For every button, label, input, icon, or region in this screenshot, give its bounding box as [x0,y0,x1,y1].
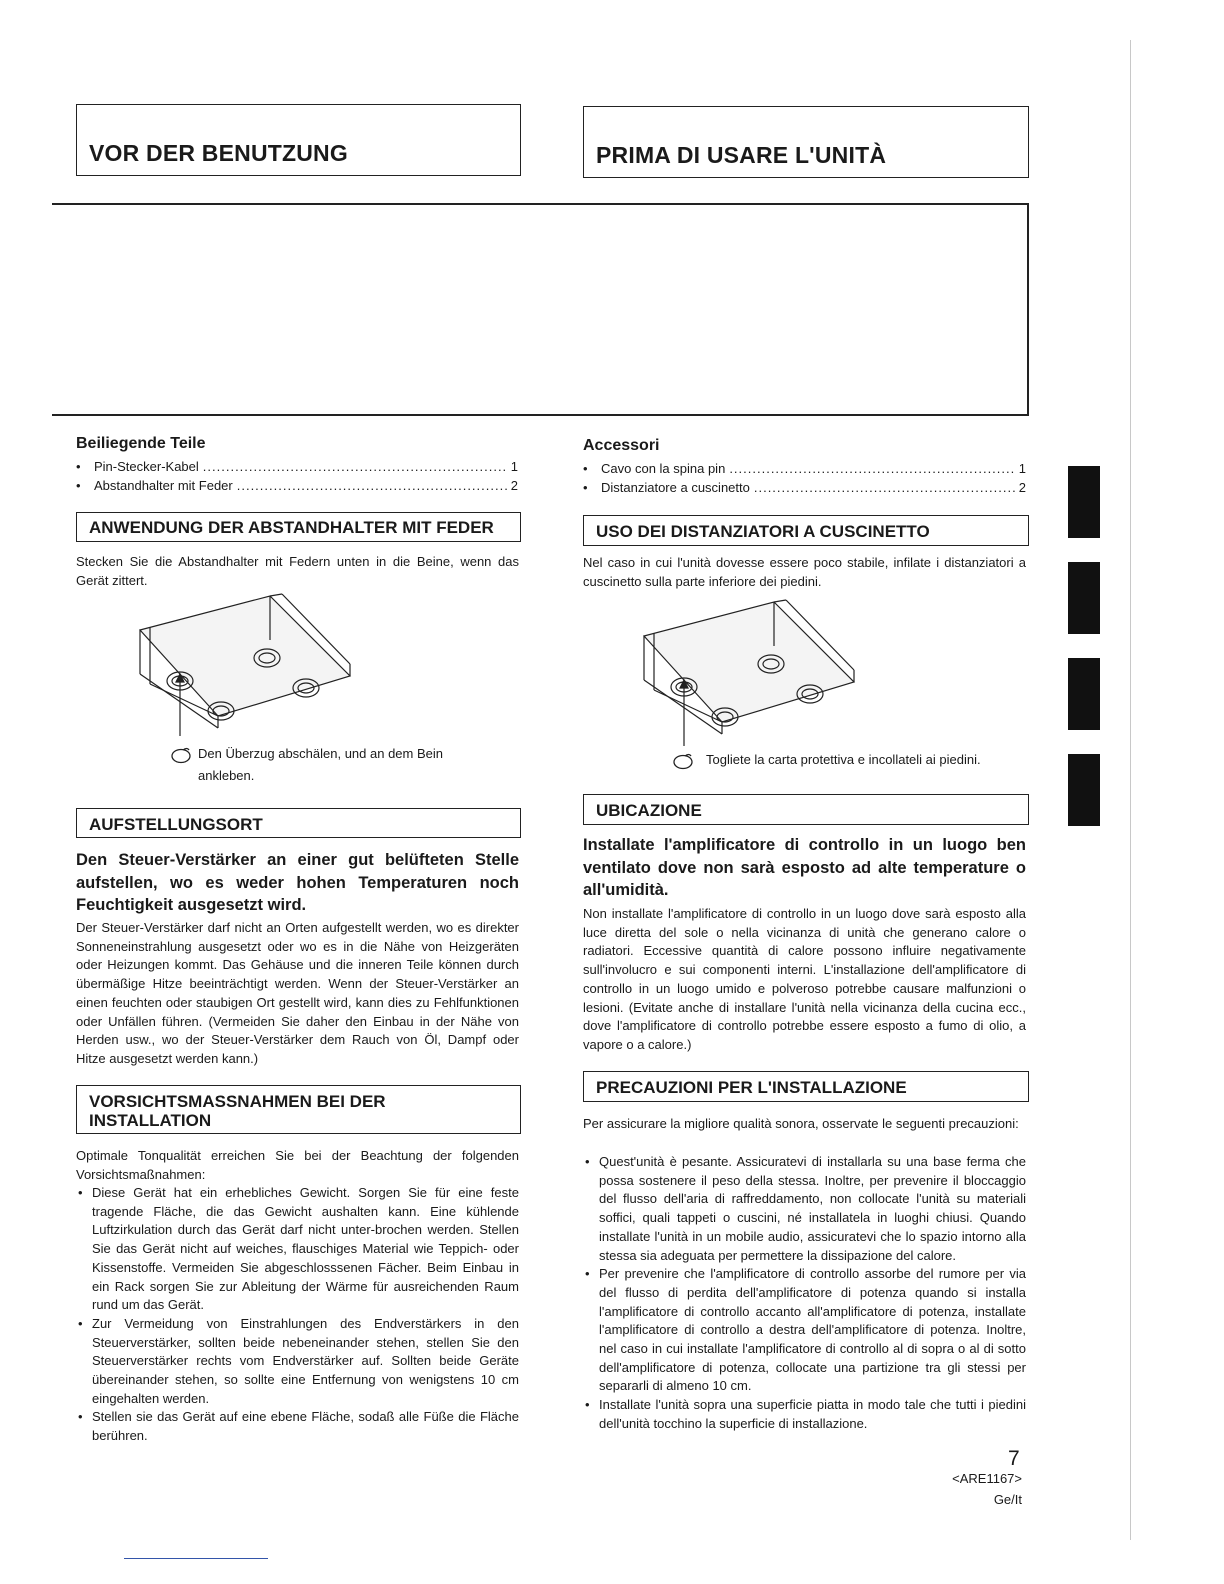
margin-tab-1 [1068,466,1100,538]
spacer-caption-right: Togliete la carta protettiva e incollateli ai piedini. [706,752,981,767]
location-lead-left: Den Steuer-Verstärker an einer gut belüfteten Stelle aufstellen, wo es weder hohen Temperaturen noch Feuchtigkeit ausgesetzt wird. [76,851,519,914]
language-code: Ge/It [993,1492,1022,1507]
section-box-spacer-left [76,512,521,542]
list-item: • Installate l'unità sopra una superficie piatta in modo tale che tutti i piedini dell'unità tocchino la superficie di installazione. [583,1396,1026,1433]
empty-frame [52,203,1029,416]
bottom-rule [124,1558,268,1559]
list-item: • Cavo con la spina pin ..... 1 [583,461,1026,480]
section-box-install-right [583,1071,1029,1102]
location-lead-right: Installate l'amplificatore di controllo in un luogo ben ventilato dove non sarà esposto ad alte temperature o all'umidità. [583,836,1026,899]
install-list-right [583,1153,1026,1434]
page-number: 7 [1008,1447,1020,1470]
section-heading: UBICAZIONE [596,801,702,820]
list-item: • Pin-Stecker-Kabel ..... 1 [76,459,518,478]
spacer-caption-left: Den Überzug abschälen, und an dem Bein ankleben. [198,746,443,783]
location-text-left: Der Steuer-Verstärker darf nicht an Orten aufgestellt werden, wo es direkter Sonneneinstrahlung ausgesetzt oder wo es in die Nähe von Heizgeräten oder Heizungen kommt. Das Gehäuse und die inneren Teile können durch übermäßige Hitze beeinträchtigt werden. Wenn der Steuer-Verstärker an einen feuchten oder staubigen Ort gestellt wird, kann dies zu Fehlfunktionen oder Unfällen führen. (Vermeiden Sie daher den Einbau in der Nähe von Herden usw., wo der Steuer-Verstärker dem Rauch von Öl, Dampf oder Hitze ausgesetzt werden kann.) [76,920,519,1066]
list-item: • Zur Vermeidung von Einstrahlungen des Endverstärkers in den Steuerverstärker, sollten beide nebeneinander stehen, stellen Sie den Steuerverstärker rechts vom Endverstärker auf. Sollten beide Geräte übereinander stehen, so sollte eine Entfernung von wenigstens 10 cm eingehalten werden. [76,1315,519,1409]
unit-bottom-illustration-left [136,590,356,760]
list-item: • Abstandhalter mit Feder ..... 2 [76,478,518,497]
install-list-left [76,1184,519,1446]
install-intro-right: Per assicurare la migliore qualità sonora, osservate le seguenti precauzioni: [583,1116,1019,1131]
list-item: • Diese Gerät hat ein erhebliches Gewicht. Sorgen Sie für eine feste tragende Fläche, die das Gewicht aushalten kann. Eine kühlende Luftzirkulation durch das Gerät darf nicht unter-brochen werden. Stellen Sie das Gerät nicht auf weiches, flauschiges Material wie Teppich- oder Kissenstoffe. Vermeiden Sie abgeschlosssenen Fächer. Beim Einbau in ein Rack sorgen Sie zur Ableitung der Wärme für ausreichenden Raum rund um das Gerät. [76,1184,519,1315]
page-title-right: PRIMA DI USARE L'UNITÀ [596,142,887,168]
section-box-location-right [583,794,1029,825]
title-box-left [76,104,521,176]
section-heading: AUFSTELLUNGSORT [89,815,263,834]
spacer-text-right: Nel caso in cui l'unità dovesse essere poco stabile, infilate i distanziatori a cuscinetto sulla parte inferiore dei piedini. [583,555,1026,589]
install-intro-left: Optimale Tonqualität erreichen Sie bei der Beachtung der folgenden Vorsichtsmaßnahmen: [76,1148,519,1182]
margin-tab-4 [1068,754,1100,826]
accessories-list-right [583,461,1026,499]
section-heading-line2: INSTALLATION [89,1111,212,1130]
section-heading: USO DEI DISTANZIATORI A CUSCINETTO [596,522,930,541]
margin-tab-3 [1068,658,1100,730]
accessories-heading-right: Accessori [583,437,660,454]
list-item: • Per prevenire che l'amplificatore di controllo assorbe del rumore per via del flusso di perdita dell'amplificatore di potenza quando si installa l'amplificatore di controllo accanto all'amplificatore di potenza, installate l'amplificatore di controllo a destra dell'amplificatore di potenza. Inoltre, nel caso in cui installate l'amplificatore di controllo al di sopra o al di sotto dell'amplificatore di potenza, collocate una partizione tra gli stessi per separarli di almeno 10 cm. [583,1265,1026,1396]
section-box-spacer-right [583,515,1029,546]
list-item: • Quest'unità è pesante. Assicuratevi di installarla su una base ferma che possa sostenere il peso della stessa. Inoltre, per prevenire il bloccaggio del flusso dell'aria di raffreddamento, non collocate l'unità su materiali soffici, quali tappeti o cuscini, né installatela in luoghi chiusi. Quando installate l'unità in un mobile audio, assicuratevi che lo spazio intorno alla stessa sia adeguata per permettere la dissipazione del calore. [583,1153,1026,1265]
spacer-pad-icon-right [672,752,694,775]
list-item: • Distanziatore a cuscinetto ..... 2 [583,480,1026,499]
section-box-install-left [76,1085,521,1134]
accessories-list-left [76,459,518,497]
title-box-right [583,106,1029,178]
section-heading-line1: VORSICHTSMASSNAHMEN BEI DER [89,1092,386,1111]
section-box-location-left [76,808,521,838]
margin-tab-2 [1068,562,1100,634]
section-heading: ANWENDUNG DER ABSTANDHALTER MIT FEDER [89,518,494,537]
spacer-pad-icon-left [170,746,192,769]
unit-bottom-illustration-right [640,596,860,766]
accessories-heading-left: Beiliegende Teile [76,435,206,452]
spacer-text-left: Stecken Sie die Abstandhalter mit Federn unten in die Beine, wenn das Gerät zittert. [76,554,519,588]
document-code: <ARE1167> [952,1471,1022,1486]
page-title-left: VOR DER BENUTZUNG [89,140,348,166]
location-text-right: Non installate l'amplificatore di controllo in un luogo dove sarà esposto alla luce diretta del sole o nella vicinanza di unità che generano calore o radiatori. Eccessive quantità di calore possono influire negativamente sull'involucro e sui componenti interni. L'installazione dell'amplificatore di controllo in un luogo umido e polveroso potrebbe causare malfunzioni o lesioni. (Evitate anche di installare l'unità nella vicinanza della cucina ecc., dove l'amplificatore di controllo potrebbe essere esposto a fumo di olio, a vapore o a calore.) [583,906,1026,1052]
list-item: • Stellen sie das Gerät auf eine ebene Fläche, sodaß alle Füße die Fläche berühren. [76,1408,519,1445]
section-heading: PRECAUZIONI PER L'INSTALLAZIONE [596,1078,907,1097]
page-edge-line [1130,40,1131,1540]
